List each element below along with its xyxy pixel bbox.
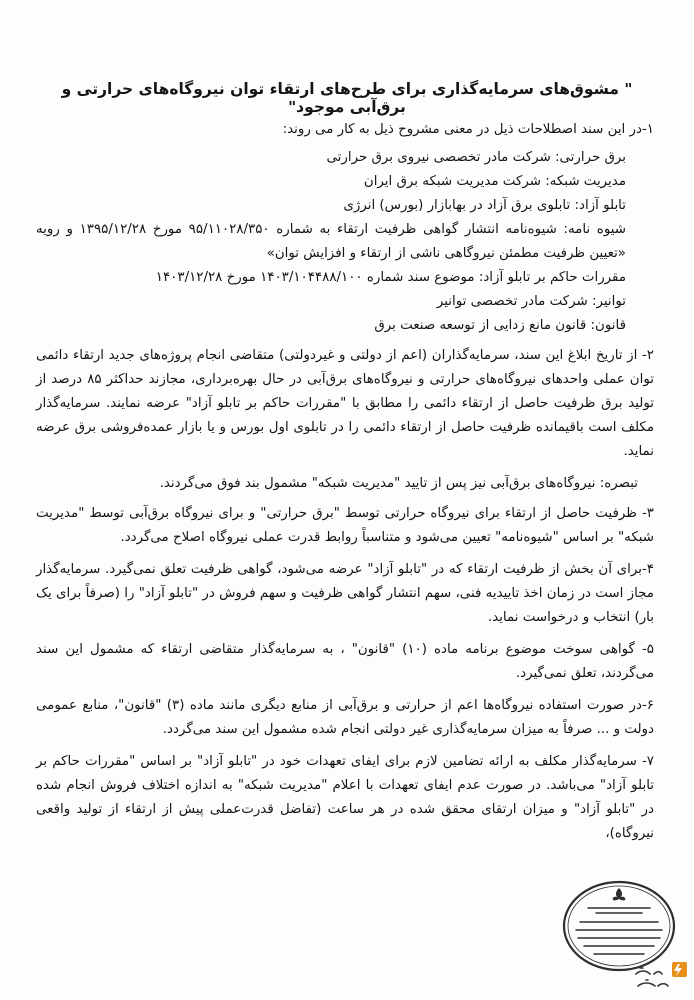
clause-7: ۷- سرمایه‌گذار مکلف به ارائه تضامین لازم برای ایفای تعهدات خود در "تابلو آزاد" بر اساس "مقررات حاکم بر تابلو آزاد" می‌باشد. در صورت عدم ایفای تعهدات با اعلام "مدیریت شبکه" به اندازه اختلاف فروش انجام شده در "تابلو آزاد" و میزان ارتقای محقق شده در هر ساعت (تفاضل قدرت‌عملی پیش از ارتقاء از تولید واقعی نیروگاه)،: [36, 754, 654, 841]
definition-item: توانیر: شرکت مادر تخصصی توانیر: [436, 294, 626, 309]
definition-item: مدیریت شبکه: شرکت مدیریت شبکه برق ایران: [363, 174, 626, 189]
definition-item: مقررات حاکم بر تابلو آزاد: موضوع سند شماره ۱۴۰۳/۱۰۴۴۸۸/۱۰۰ مورخ ۱۴۰۳/۱۲/۲۸: [155, 270, 626, 285]
document-body: [36, 118, 654, 854]
clause-4: ۴-برای آن بخش از ظرفیت ارتقاء که در "تابلو آزاد" عرضه می‌شود، گواهی ظرفیت تعلق نمی‌گیرد. سرمایه‌گذار مجاز است در زمان اخذ تاییدیه فنی، سهم انتشار گواهی ظرفیت و سهم فروش در "تابلو آزاد" را (صرفاً برای یک بار) انتخاب و درخواست نماید.: [36, 562, 654, 625]
definition-item: شیوه نامه: شیوه‌نامه انتشار گواهی ظرفیت ارتقاء به شماره ۹۵/۱۱۰۲۸/۳۵۰ مورخ ۱۳۹۵/۱۲/۲۸ و رویه «تعیین ظرفیت مطمئن نیروگاهی ناشی از ارتقاء و افزایش توان»: [36, 222, 627, 261]
clause-2: ۲- از تاریخ ابلاغ این سند، سرمایه‌گذاران (اعم از دولتی و غیردولتی) متقاضی انجام پروژه‌های جدید ارتقاء دائمی توان عملی واحدهای نیروگاه‌های حرارتی و نیروگاه‌های برق‌آبی در حال بهره‌برداری، مجازند حداکثر ۸۵ درصد از تولید برق ظرفیت حاصل از ارتقاء دائمی را مطابق با "مقررات حاکم بر تابلو آزاد" عرضه نمایند. سرمایه‌گذار مکلف است باقیمانده ظرفیت حاصل از ارتقاء دائمی را در تابلوی اول بورس و یا بازار عمده‌فروشی برق عرضه نماید.: [36, 348, 655, 459]
document-title: " مشوق‌های سرمایه‌گذاری برای طرح‌های ارتقاء توان نیروگاه‌های حرارتی و برق‌آبی موجود": [61, 80, 633, 116]
clause-5: ۵- گواهی سوخت موضوع برنامه ماده (۱۰) "قانون" ، به سرمایه‌گذار متقاضی ارتقاء که مشمول این سند می‌گردند، تعلق نمی‌گیرد.: [36, 642, 654, 681]
definition-item: تابلو آزاد: تابلوی برق آزاد در بهابازار (بورس) انرژی: [343, 198, 626, 213]
clause-6: ۶-در صورت استفاده نیروگاه‌ها اعم از حرارتی و برق‌آبی از منابع دیگری مانند ماده (۳) "قانون"، منابع عمومی دولت و ... صرفاً به میزان سرمایه‌گذاری غیر دولتی انجام شده مشمول این سند می‌گردد.: [36, 698, 654, 737]
definition-item: قانون: قانون مانع زدایی از توسعه صنعت برق: [374, 318, 626, 333]
clause-2-note: تبصره: نیروگاه‌های برق‌آبی نیز پس از تایید "مدیریت شبکه" مشمول بند فوق می‌گردند.: [159, 476, 638, 491]
intro-paragraph: ۱-در این سند اصطلاحات ذیل در معنی مشروح ذیل به کار می روند:: [282, 122, 654, 137]
definition-item: برق حرارتی: شرکت مادر تخصصی نیروی برق حرارتی: [326, 150, 626, 165]
emblem-icon: [613, 888, 626, 900]
watermark-logo-icon: [632, 960, 690, 994]
clause-3: ۳- ظرفیت حاصل از ارتقاء برای نیروگاه حرارتی توسط "برق حرارتی" و برای نیروگاه برق‌آبی توسط "مدیریت شبکه" بر اساس "شیوه‌نامه" تعیین می‌شود و متناسباً روابط قدرت عملی نیروگاه اصلاح می‌گردد.: [36, 506, 654, 545]
